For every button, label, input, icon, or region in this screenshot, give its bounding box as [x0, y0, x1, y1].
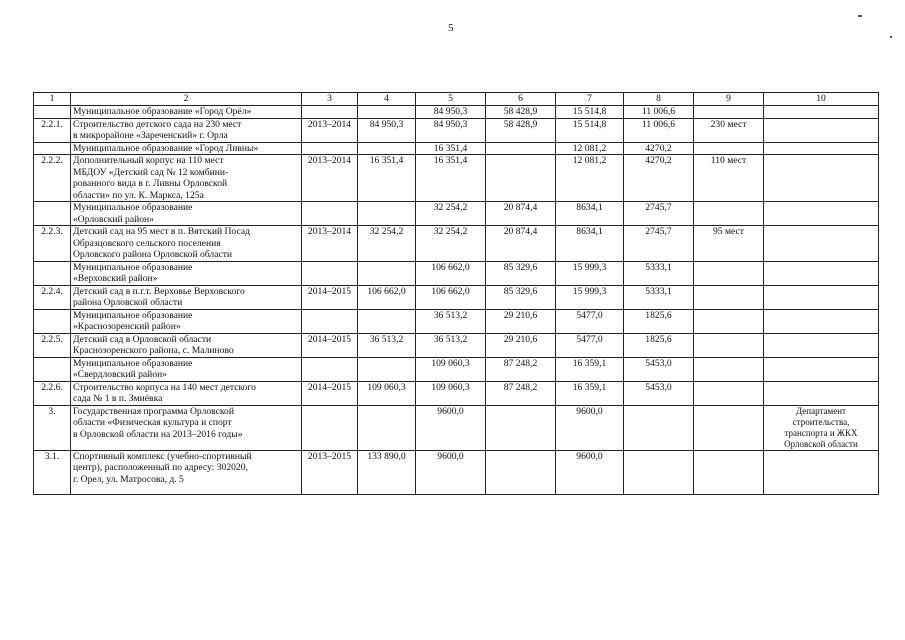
col-name: Муниципальное образование «Город Ливны»	[71, 142, 302, 155]
col-federal-budget: 20 874,4	[486, 226, 556, 262]
header-cell-col-local-budget: 8	[624, 93, 694, 106]
col-funding-total: 84 950,3	[416, 106, 486, 119]
col-number: 2.2.3.	[34, 226, 71, 262]
col-local-budget: 5453,0	[624, 381, 694, 405]
col-funding-total: 32 254,2	[416, 202, 486, 226]
col-number	[34, 106, 71, 119]
col-name: Муниципальное образование «Краснозоренский район»	[71, 309, 302, 333]
col-local-budget	[624, 405, 694, 450]
col-total-cost	[358, 357, 416, 381]
col-total-cost: 36 513,2	[358, 333, 416, 357]
col-period: 2014–2015	[302, 333, 358, 357]
col-name: Детский сад в Орловской области Краснозоренского района, с. Малиново	[71, 333, 302, 357]
col-local-budget: 5453,0	[624, 357, 694, 381]
col-regional-budget: 5477,0	[556, 333, 624, 357]
scan-speck	[890, 36, 892, 38]
col-federal-budget	[486, 405, 556, 450]
col-federal-budget: 29 210,6	[486, 309, 556, 333]
col-local-budget: 11 006,6	[624, 118, 694, 142]
table-row	[34, 226, 879, 262]
col-regional-budget: 12 081,2	[556, 155, 624, 202]
col-capacity	[694, 142, 764, 155]
col-funding-total: 36 513,2	[416, 333, 486, 357]
col-total-cost: 84 950,3	[358, 118, 416, 142]
col-local-budget: 4270,2	[624, 142, 694, 155]
col-federal-budget: 58 428,9	[486, 106, 556, 119]
header-cell-col-total-cost: 4	[358, 93, 416, 106]
col-number	[34, 357, 71, 381]
col-name: Спортивный комплекс (учебно-спортивный центр), расположенный по адресу: 302020, г. Орел, ул. Матросова, д. 5	[71, 450, 302, 494]
col-capacity	[694, 285, 764, 309]
col-number: 2.2.4.	[34, 285, 71, 309]
col-name: Строительство детского сада на 230 мест в микрорайоне «Зареченский» г. Орла	[71, 118, 302, 142]
header-cell-col-funding-total: 5	[416, 93, 486, 106]
col-funding-total: 106 662,0	[416, 285, 486, 309]
col-name: Государственная программа Орловской области «Физическая культура и спорт в Орловской области на 2013–2016 годы»	[71, 405, 302, 450]
col-period	[302, 309, 358, 333]
col-number: 3.	[34, 405, 71, 450]
col-period: 2013–2014	[302, 155, 358, 202]
col-responsible	[764, 450, 879, 494]
col-number	[34, 261, 71, 285]
header-cell-col-capacity: 9	[694, 93, 764, 106]
col-number	[34, 142, 71, 155]
col-local-budget: 5333,1	[624, 285, 694, 309]
col-total-cost	[358, 309, 416, 333]
col-local-budget: 5333,1	[624, 261, 694, 285]
header-cell-col-name: 2	[71, 93, 302, 106]
col-responsible	[764, 202, 879, 226]
col-regional-budget: 5477,0	[556, 309, 624, 333]
col-local-budget: 11 006,6	[624, 106, 694, 119]
table-row	[34, 450, 879, 494]
col-number: 2.2.5.	[34, 333, 71, 357]
col-name: Строительство корпуса на 140 мест детского сада № 1 в п. Змиёвка	[71, 381, 302, 405]
municipality-row	[34, 202, 879, 226]
municipality-row	[34, 261, 879, 285]
table-row	[34, 381, 879, 405]
col-local-budget: 4270,2	[624, 155, 694, 202]
header-cell-col-regional-budget: 7	[556, 93, 624, 106]
col-period: 2013–2015	[302, 450, 358, 494]
col-responsible	[764, 381, 879, 405]
col-federal-budget: 85 329,6	[486, 285, 556, 309]
table-row	[34, 285, 879, 309]
col-period: 2013–2014	[302, 118, 358, 142]
col-number: 2.2.6.	[34, 381, 71, 405]
table-row	[34, 333, 879, 357]
col-regional-budget: 15 514,8	[556, 118, 624, 142]
col-local-budget: 2745,7	[624, 226, 694, 262]
col-regional-budget: 9600,0	[556, 405, 624, 450]
col-number: 2.2.2.	[34, 155, 71, 202]
col-responsible	[764, 226, 879, 262]
col-total-cost	[358, 261, 416, 285]
col-federal-budget: 87 248,2	[486, 381, 556, 405]
col-regional-budget: 16 359,1	[556, 357, 624, 381]
col-period	[302, 202, 358, 226]
col-total-cost: 133 890,0	[358, 450, 416, 494]
col-funding-total: 16 351,4	[416, 142, 486, 155]
col-local-budget	[624, 450, 694, 494]
col-total-cost	[358, 202, 416, 226]
col-capacity	[694, 381, 764, 405]
col-federal-budget	[486, 450, 556, 494]
col-responsible	[764, 142, 879, 155]
scan-speck	[858, 15, 862, 17]
col-capacity: 230 мест	[694, 118, 764, 142]
col-total-cost: 106 662,0	[358, 285, 416, 309]
col-name: Детский сад в п.г.т. Верховье Верховского района Орловской области	[71, 285, 302, 309]
table-row	[34, 155, 879, 202]
header-cell-col-responsible: 10	[764, 93, 879, 106]
col-regional-budget: 16 359,1	[556, 381, 624, 405]
municipality-row	[34, 142, 879, 155]
col-name: Муниципальное образование «Орловский район»	[71, 202, 302, 226]
program-row	[34, 405, 879, 450]
col-regional-budget: 15 999,3	[556, 285, 624, 309]
col-regional-budget: 8634,1	[556, 202, 624, 226]
col-capacity	[694, 357, 764, 381]
col-local-budget: 1825,6	[624, 333, 694, 357]
col-capacity	[694, 106, 764, 119]
header-cell-col-number: 1	[34, 93, 71, 106]
col-funding-total: 32 254,2	[416, 226, 486, 262]
municipality-row	[34, 357, 879, 381]
table-row	[34, 118, 879, 142]
col-funding-total: 16 351,4	[416, 155, 486, 202]
col-capacity	[694, 405, 764, 450]
col-responsible	[764, 155, 879, 202]
col-number	[34, 202, 71, 226]
col-regional-budget: 15 514,8	[556, 106, 624, 119]
header-row	[34, 93, 879, 106]
col-responsible	[764, 261, 879, 285]
col-funding-total: 109 060,3	[416, 357, 486, 381]
col-responsible	[764, 285, 879, 309]
col-federal-budget: 87 248,2	[486, 357, 556, 381]
header-cell-col-period: 3	[302, 93, 358, 106]
col-capacity: 95 мест	[694, 226, 764, 262]
col-capacity: 110 мест	[694, 155, 764, 202]
col-responsible	[764, 106, 879, 119]
col-total-cost: 32 254,2	[358, 226, 416, 262]
col-capacity	[694, 202, 764, 226]
municipality-row	[34, 106, 879, 119]
col-period: 2013–2014	[302, 226, 358, 262]
col-federal-budget: 20 874,4	[486, 202, 556, 226]
col-federal-budget: 29 210,6	[486, 333, 556, 357]
col-regional-budget: 9600,0	[556, 450, 624, 494]
col-capacity	[694, 309, 764, 333]
col-regional-budget: 15 999,3	[556, 261, 624, 285]
col-federal-budget	[486, 155, 556, 202]
col-regional-budget: 12 081,2	[556, 142, 624, 155]
budget-table	[33, 92, 879, 495]
col-total-cost: 16 351,4	[358, 155, 416, 202]
col-regional-budget: 8634,1	[556, 226, 624, 262]
col-period: 2014–2015	[302, 381, 358, 405]
col-local-budget: 1825,6	[624, 309, 694, 333]
col-name: Муниципальное образование «Свердловский район»	[71, 357, 302, 381]
col-name: Муниципальное образование «Верховский район»	[71, 261, 302, 285]
col-period	[302, 142, 358, 155]
col-responsible: Департамент строительства, транспорта и ЖКХ Орловской области	[764, 405, 879, 450]
col-funding-total: 84 950,3	[416, 118, 486, 142]
col-name: Муниципальное образование «Город Орёл»	[71, 106, 302, 119]
col-federal-budget	[486, 142, 556, 155]
col-funding-total: 109 060,3	[416, 381, 486, 405]
col-period	[302, 405, 358, 450]
col-responsible	[764, 118, 879, 142]
col-number: 3.1.	[34, 450, 71, 494]
col-funding-total: 9600,0	[416, 450, 486, 494]
col-period: 2014–2015	[302, 285, 358, 309]
page-number: 5	[448, 22, 454, 34]
col-name: Дополнительный корпус на 110 мест МБДОУ «Детский сад № 12 комбини- рованного вида в г. Ливны Орловской области» по ул. К. Маркса, 125а	[71, 155, 302, 202]
col-local-budget: 2745,7	[624, 202, 694, 226]
municipality-row	[34, 309, 879, 333]
col-capacity	[694, 450, 764, 494]
col-funding-total: 9600,0	[416, 405, 486, 450]
col-total-cost	[358, 106, 416, 119]
col-funding-total: 36 513,2	[416, 309, 486, 333]
col-responsible	[764, 333, 879, 357]
col-total-cost	[358, 405, 416, 450]
col-number	[34, 309, 71, 333]
col-number: 2.2.1.	[34, 118, 71, 142]
col-funding-total: 106 662,0	[416, 261, 486, 285]
col-capacity	[694, 333, 764, 357]
header-cell-col-federal-budget: 6	[486, 93, 556, 106]
col-responsible	[764, 357, 879, 381]
col-capacity	[694, 261, 764, 285]
col-period	[302, 357, 358, 381]
col-total-cost: 109 060,3	[358, 381, 416, 405]
col-period	[302, 106, 358, 119]
col-period	[302, 261, 358, 285]
col-federal-budget: 85 329,6	[486, 261, 556, 285]
col-federal-budget: 58 428,9	[486, 118, 556, 142]
col-total-cost	[358, 142, 416, 155]
col-name: Детский сад на 95 мест в п. Вятский Посад Образцовского сельского поселения Орловского района Орловской области	[71, 226, 302, 262]
col-responsible	[764, 309, 879, 333]
